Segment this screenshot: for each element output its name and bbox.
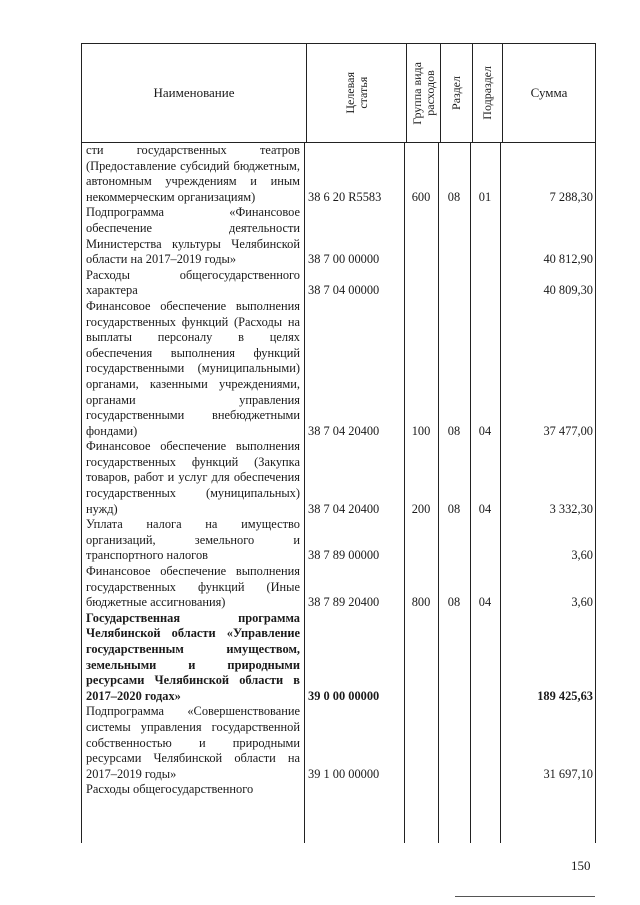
row-sum-cell: 31 697,10 xyxy=(543,766,593,781)
row-name-cell: Подпрограмма «Совершенствование системы управления государственной собственностью и природными ресурсами Челябинской области на 2017–2019 годы» xyxy=(86,704,300,781)
page-number: 150 xyxy=(571,858,591,873)
table-row xyxy=(82,205,595,267)
row-subsection-cell: 01 xyxy=(478,189,492,204)
table-body xyxy=(81,143,596,843)
row-name-cell: Подпрограмма «Финансовое обеспечение деятельности Министерства культуры Челябинской области на 2017–2019 годы» xyxy=(86,205,300,267)
row-target-article-cell: 38 7 89 00000 xyxy=(308,548,380,563)
table-row xyxy=(82,439,595,517)
row-expense-group-cell: 200 xyxy=(411,501,431,516)
row-expense-group-cell: 600 xyxy=(411,189,431,204)
header-sum: Сумма xyxy=(530,85,568,100)
row-subsection-cell: 04 xyxy=(478,501,492,516)
row-section-cell: 08 xyxy=(447,595,461,610)
table-row xyxy=(82,143,595,205)
row-sum-cell: 7 288,30 xyxy=(549,189,593,204)
row-target-article-cell: 38 7 00 00000 xyxy=(308,252,380,267)
row-name-cell: сти государственных театров (Предоставление субсидий бюджетным, автономным учреждениям и иным некоммерческим организациям) xyxy=(86,143,300,204)
row-sum-cell: 3 332,30 xyxy=(549,501,593,516)
row-target-article-cell: 39 1 00 00000 xyxy=(308,766,380,781)
table-header xyxy=(81,43,596,143)
header-target-article: Целевая статья xyxy=(307,44,407,142)
table-row xyxy=(82,611,595,705)
row-expense-group-cell: 100 xyxy=(411,423,431,438)
row-sum-cell: 40 809,30 xyxy=(543,283,593,298)
row-sum-cell: 3,60 xyxy=(571,595,593,610)
row-target-article-cell: 38 7 89 20400 xyxy=(308,595,380,610)
row-expense-group-cell: 800 xyxy=(411,595,431,610)
row-section-cell: 08 xyxy=(447,189,461,204)
row-name-cell: Государственная программа Челябинской области «Управление государственным имуществом, земельными и природными ресурсами Челябинской области в 2017–2020 годах» xyxy=(86,610,300,703)
row-name-cell: Уплата налога на имущество организаций, земельного и транспортного налогов xyxy=(86,517,300,563)
row-sum-cell: 37 477,00 xyxy=(543,423,593,438)
row-sum-cell: 3,60 xyxy=(571,548,593,563)
header-section: Раздел xyxy=(441,44,473,142)
table-row xyxy=(82,782,595,798)
row-target-article-cell: 39 0 00 00000 xyxy=(308,688,380,703)
row-target-article-cell: 38 7 04 20400 xyxy=(308,423,380,438)
row-name-cell: Финансовое обеспечение выполнения государственных функций (Иные бюджетные ассигнования) xyxy=(86,564,300,610)
row-name-cell: Финансовое обеспечение выполнения государственных функций (Закупка товаров, работ и услуг для обеспечения государственных (муниципальных) нужд) xyxy=(86,439,300,516)
row-name-cell: Финансовое обеспечение выполнения государственных функций (Расходы на выплаты персоналу в целях обеспечения выполнения функций государственными (муниципальными) органами, казенными учреждениями, органами управления государственными внебюджетными фондами) xyxy=(86,298,300,438)
table-row xyxy=(82,268,595,299)
footer-divider xyxy=(455,896,595,897)
row-subsection-cell: 04 xyxy=(478,595,492,610)
table-row xyxy=(82,704,595,782)
table-row xyxy=(82,564,595,611)
table-row xyxy=(82,299,595,439)
row-sum-cell: 189 425,63 xyxy=(537,688,593,703)
header-name: Наименование xyxy=(82,44,307,142)
row-target-article-cell: 38 7 04 00000 xyxy=(308,283,380,298)
row-name-cell: Расходы общегосударственного xyxy=(86,782,254,797)
table-row xyxy=(82,517,595,564)
row-target-article-cell: 38 6 20 R5583 xyxy=(308,189,382,204)
row-sum-cell: 40 812,90 xyxy=(543,252,593,267)
row-name-cell: Расходы общегосударственного характера xyxy=(86,267,300,298)
header-expense-group: Группа вида расходов xyxy=(407,44,441,142)
row-subsection-cell: 04 xyxy=(478,423,492,438)
budget-table xyxy=(81,43,596,843)
row-target-article-cell: 38 7 04 20400 xyxy=(308,501,380,516)
header-subsection: Подраздел xyxy=(473,44,503,142)
row-section-cell: 08 xyxy=(447,423,461,438)
row-section-cell: 08 xyxy=(447,501,461,516)
